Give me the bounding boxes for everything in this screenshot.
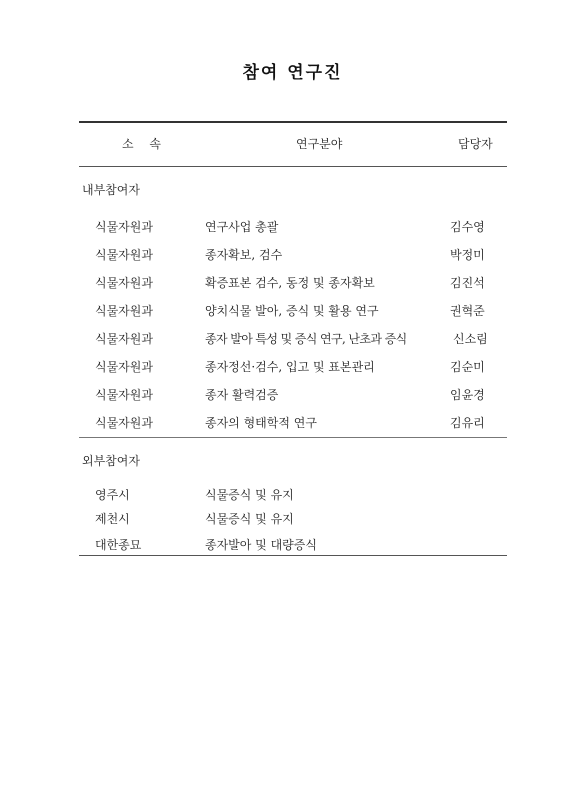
table-header-rule <box>79 166 507 167</box>
table-row <box>0 386 585 404</box>
table-row <box>0 302 585 320</box>
row-affiliation: 영주시 <box>95 488 130 502</box>
header-research-field: 연구분야 <box>296 137 343 151</box>
row-affiliation: 제천시 <box>95 512 130 526</box>
row-affiliation: 식물자원과 <box>95 416 153 430</box>
row-affiliation: 식물자원과 <box>95 248 153 262</box>
table-row <box>0 358 585 376</box>
header-affiliation: 소 속 <box>122 137 167 151</box>
row-affiliation: 식물자원과 <box>95 388 153 402</box>
row-person: 김진석 <box>450 276 485 290</box>
table-row <box>0 218 585 236</box>
row-person: 김유리 <box>450 416 485 430</box>
page-title: 참여 연구진 <box>242 63 343 83</box>
row-affiliation: 식물자원과 <box>95 304 153 318</box>
table-header <box>0 135 585 155</box>
table-bottom-rule <box>79 555 507 556</box>
row-research-field: 종자정선·검수, 입고 및 표본관리 <box>205 360 375 374</box>
table-row <box>0 414 585 432</box>
row-research-field: 식물증식 및 유지 <box>205 512 294 526</box>
section-label-external: 외부참여자 <box>82 454 140 468</box>
section-label-internal: 내부참여자 <box>82 183 140 197</box>
row-research-field: 식물증식 및 유지 <box>205 488 294 502</box>
row-research-field: 종자발아 및 대량증식 <box>205 538 317 552</box>
row-research-field: 양치식물 발아, 증식 및 활용 연구 <box>205 304 379 318</box>
table-row <box>0 274 585 292</box>
row-affiliation: 식물자원과 <box>95 220 153 234</box>
row-affiliation: 대한종묘 <box>95 538 142 552</box>
row-research-field: 종자의 형태학적 연구 <box>205 416 317 430</box>
table-row <box>0 486 585 504</box>
table-row <box>0 246 585 264</box>
header-person-in-charge: 담당자 <box>458 137 493 151</box>
row-affiliation: 식물자원과 <box>95 276 153 290</box>
row-research-field: 종자확보, 검수 <box>205 248 283 262</box>
row-person: 임윤경 <box>450 388 485 402</box>
section-divider-rule <box>79 437 507 438</box>
row-affiliation: 식물자원과 <box>95 360 153 374</box>
table-row <box>0 536 585 554</box>
row-research-field: 종자 활력검증 <box>205 388 279 402</box>
table-row <box>0 510 585 528</box>
row-research-field: 연구사업 총괄 <box>205 220 279 234</box>
table-row <box>0 330 585 348</box>
row-research-field: 종자 발아 특성 및 증식 연구, 난초과 증식 <box>205 332 407 346</box>
table-top-rule <box>79 121 507 123</box>
row-person: 박정미 <box>450 248 485 262</box>
row-person: 김수영 <box>450 220 485 234</box>
row-research-field: 확증표본 검수, 동정 및 종자확보 <box>205 276 375 290</box>
row-person: 김순미 <box>450 360 485 374</box>
row-person: 권혁준 <box>450 304 485 318</box>
row-affiliation: 식물자원과 <box>95 332 153 346</box>
row-person: 신소림 <box>453 332 488 346</box>
